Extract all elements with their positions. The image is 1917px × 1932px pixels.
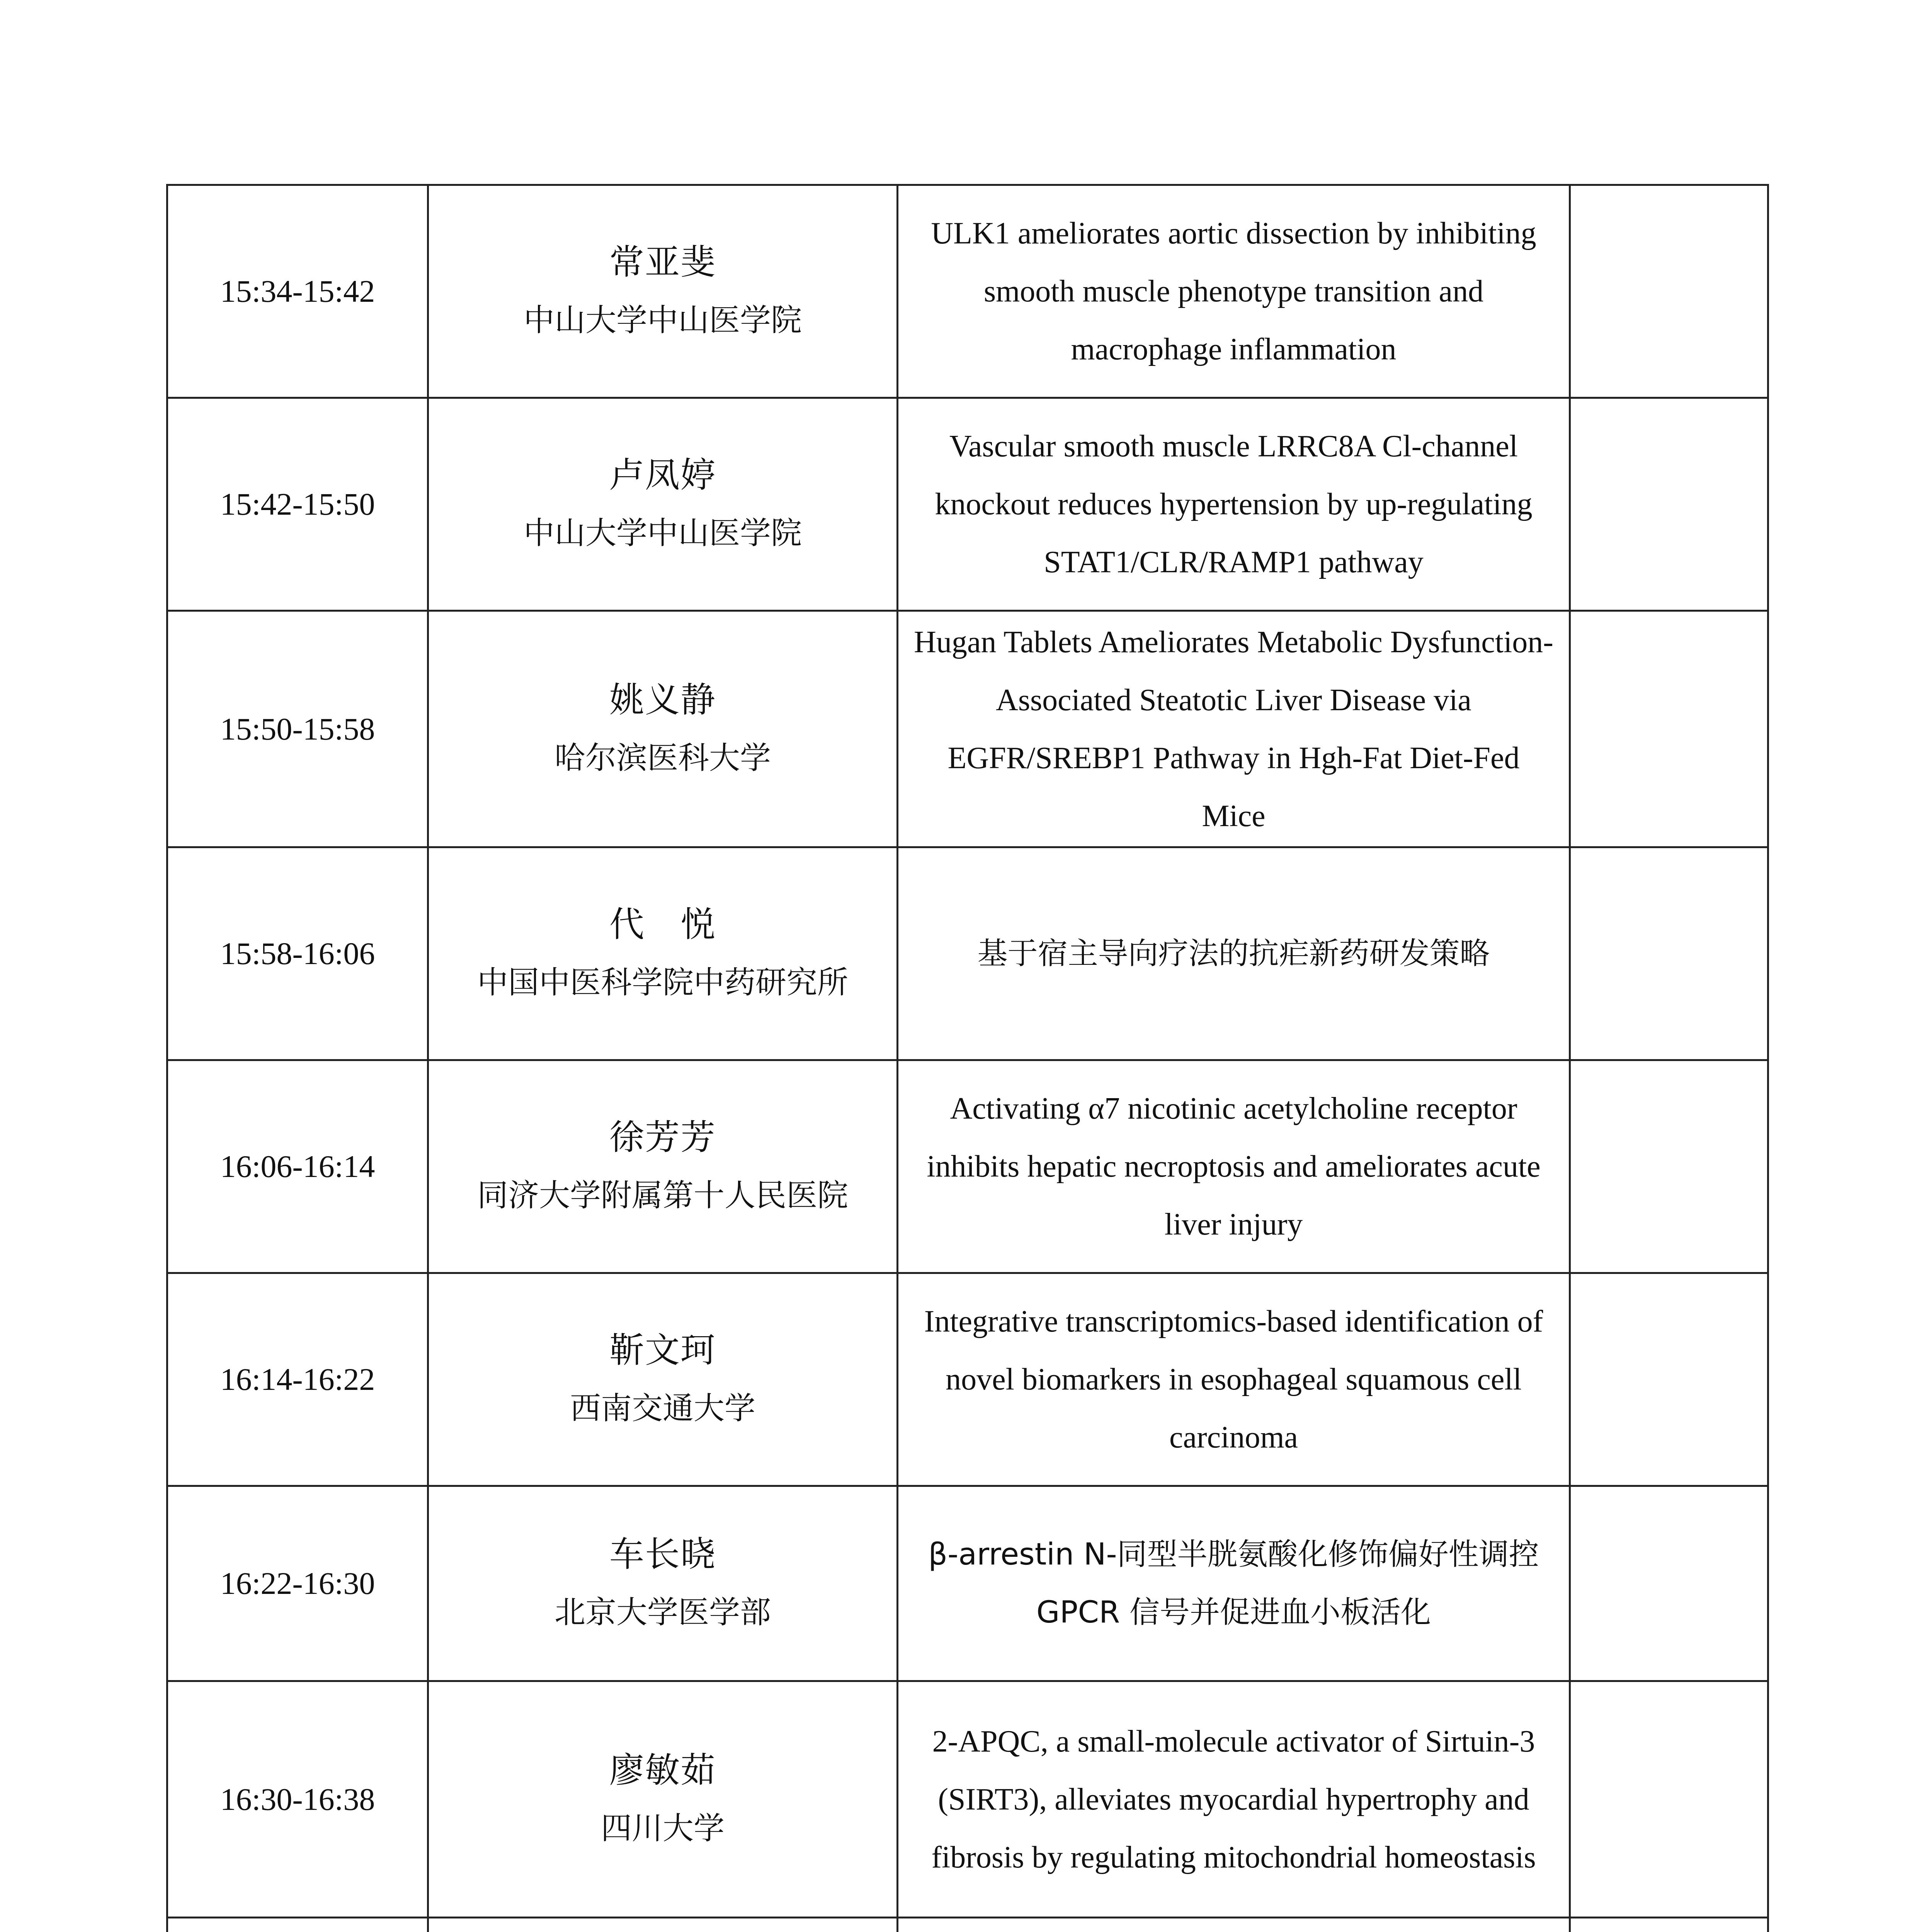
speaker-affiliation: 中山大学中山医学院 [524,302,802,338]
schedule-row [167,1273,1768,1486]
extra-cell [1570,1060,1768,1273]
extra-cell [1570,1918,1768,1932]
time-cell: 16:14-16:22 [167,1273,428,1486]
time-cell [167,1918,428,1932]
extra-cell [1570,611,1768,847]
topic-cell: β-arrestin N-同型半胱氨酸化修饰偏好性调控 GPCR 信号并促进血小板活化 [898,1486,1570,1681]
topic-cell: Activating α7 nicotinic acetylcholine receptor inhibits hepatic necroptosis and ameliorates acute liver injury [898,1060,1570,1273]
speaker-affiliation: 北京大学医学部 [555,1594,771,1630]
topic-cell: Integrative transcriptomics-based identification of novel biomarkers in esophageal squamous cell carcinoma [898,1273,1570,1486]
speaker-affiliation: 中国中医科学院中药研究所 [477,964,848,1000]
speaker-cell [428,1060,898,1273]
extra-cell [1570,1273,1768,1486]
speaker-affiliation: 中山大学中山医学院 [524,515,802,551]
extra-cell [1570,185,1768,398]
extra-cell [1570,847,1768,1060]
speaker-cell [428,847,898,1060]
time-cell: 16:22-16:30 [167,1486,428,1681]
speaker-cell [428,1681,898,1918]
schedule-row [167,847,1768,1060]
speaker-name: 车长晓 [609,1534,716,1575]
speaker-cell [428,1918,898,1932]
schedule-row [167,1486,1768,1681]
schedule-row [167,185,1768,398]
topic-cell: Vascular smooth muscle LRRC8A Cl-channel knockout reduces hypertension by up-regulating STAT1/CLR/RAMP1 pathway [898,398,1570,611]
extra-cell [1570,1681,1768,1918]
speaker-name: 廖敏茹 [609,1750,716,1791]
schedule-row [167,611,1768,847]
speaker-affiliation: 西南交通大学 [570,1390,755,1426]
schedule-row [167,398,1768,611]
extra-cell [1570,398,1768,611]
speaker-cell [428,1486,898,1681]
topic-cell: 基于宿主导向疗法的抗疟新药研发策略 [898,847,1570,1060]
time-cell: 16:30-16:38 [167,1681,428,1918]
time-cell: 15:50-15:58 [167,611,428,847]
time-cell: 15:42-15:50 [167,398,428,611]
speaker-cell [428,1273,898,1486]
schedule-row [167,1060,1768,1273]
speaker-name: 常亚斐 [609,242,716,282]
speaker-name: 卢凤婷 [609,455,716,495]
schedule-row [167,1918,1768,1932]
topic-cell: 2-APQC, a small-molecule activator of Sirtuin-3 (SIRT3), alleviates myocardial hypertrophy and fibrosis by regulating mitochondrial homeostasis [898,1681,1570,1918]
speaker-name: 徐芳芳 [609,1117,716,1158]
speaker-affiliation: 四川大学 [601,1810,725,1846]
time-cell: 15:58-16:06 [167,847,428,1060]
time-cell: 15:34-15:42 [167,185,428,398]
topic-cell: Hugan Tablets Ameliorates Metabolic Dysfunction-Associated Steatotic Liver Disease via EGFR/SREBP1 Pathway in Hgh-Fat Diet-Fed Mice [898,611,1570,847]
speaker-affiliation: 哈尔滨医科大学 [555,740,771,776]
time-cell: 16:06-16:14 [167,1060,428,1273]
schedule-row [167,1681,1768,1918]
speaker-name: 姚义静 [609,679,716,720]
topic-cell [898,1918,1570,1932]
extra-cell [1570,1486,1768,1681]
speaker-cell [428,185,898,398]
topic-cell: ULK1 ameliorates aortic dissection by inhibiting smooth muscle phenotype transition and macrophage inflammation [898,185,1570,398]
speaker-name: 靳文珂 [609,1330,716,1371]
speaker-affiliation: 同济大学附属第十人民医院 [477,1177,848,1213]
speaker-name: 代 悦 [609,904,716,945]
speaker-cell [428,398,898,611]
schedule-table [166,184,1769,1932]
speaker-cell [428,611,898,847]
